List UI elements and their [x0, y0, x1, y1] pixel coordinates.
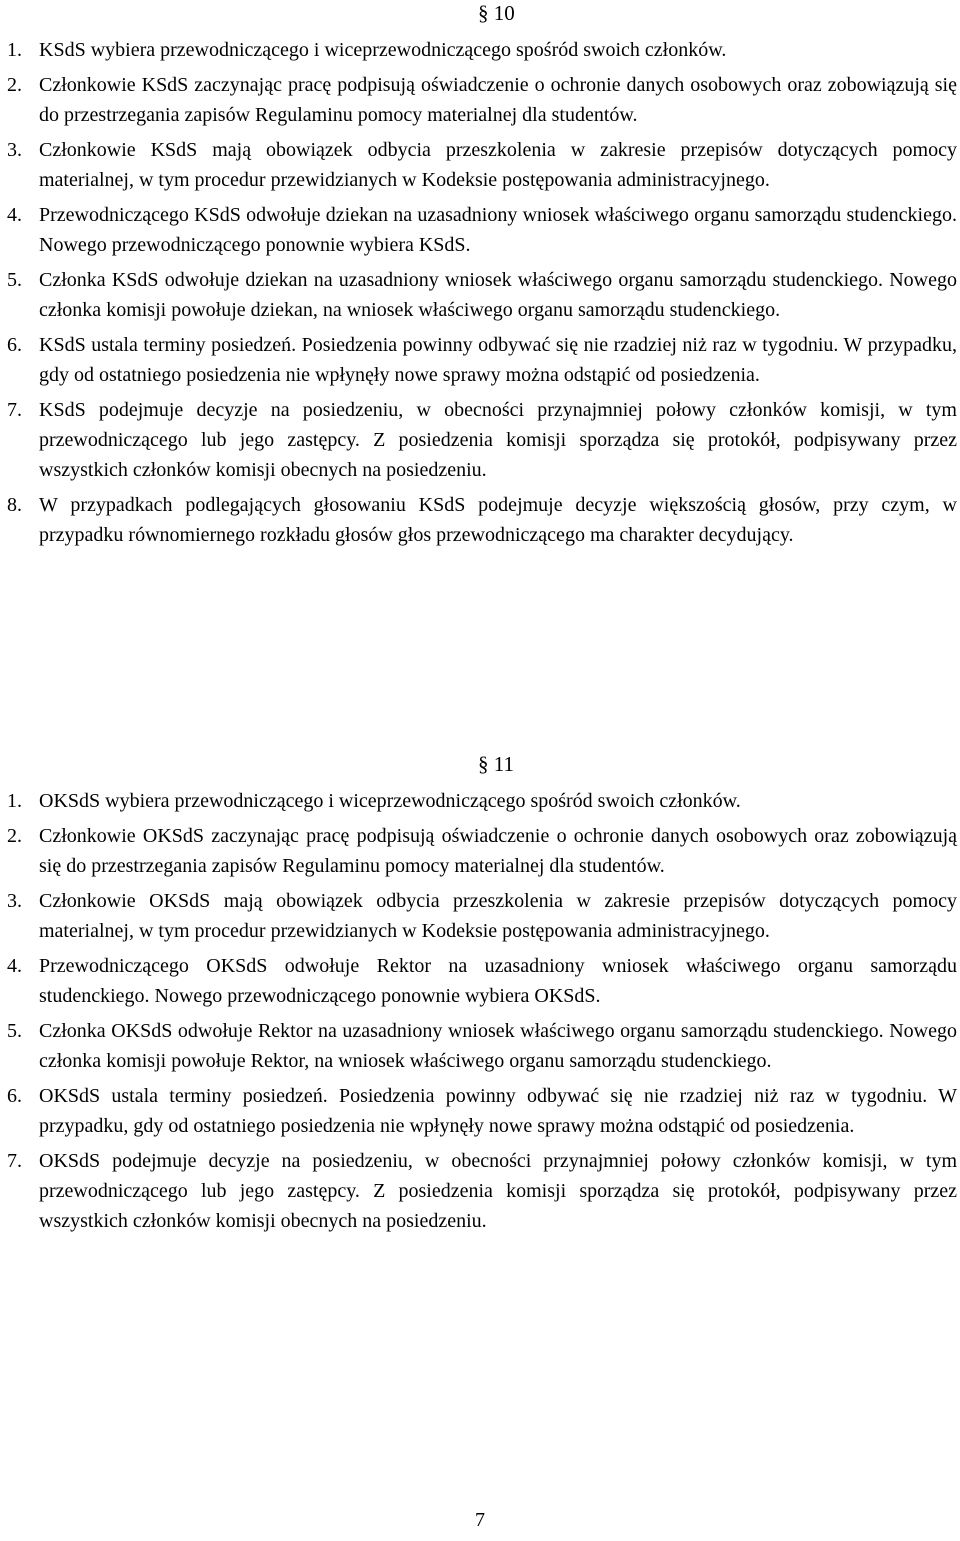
item-text: Członkowie KSdS mają obowiązek odbycia przeszkolenia w zakresie przepisów dotyczących pomocy materialnej, w tym procedur przewidzianych w Kodeksie postępowania administracyjnego.: [39, 139, 957, 191]
item-number: 4.: [7, 955, 22, 977]
item-text: W przypadkach podlegających głosowaniu KSdS podejmuje decyzje większością głosów, przy czym, w przypadku równomiernego rozkładu głosów głos przewodniczącego ma charakter decydujący.: [39, 494, 957, 546]
list-item: [0, 135, 960, 195]
item-number: 1.: [7, 39, 22, 61]
item-number: 3.: [7, 890, 22, 912]
section-10-heading: § 10: [478, 1, 515, 25]
item-text: Członka KSdS odwołuje dziekan na uzasadniony wniosek właściwego organu samorządu studenckiego. Nowego członka komisji powołuje dziekan, na wniosek właściwego organu samorządu studenckiego.: [39, 269, 957, 321]
item-text: Przewodniczącego OKSdS odwołuje Rektor na uzasadniony wniosek właściwego organu samorządu studenckiego. Nowego przewodniczącego ponownie wybiera OKSdS.: [39, 955, 957, 1007]
item-text: KSdS wybiera przewodniczącego i wiceprzewodniczącego spośród swoich członków.: [39, 39, 727, 61]
item-text: Członkowie OKSdS zaczynając pracę podpisują oświadczenie o ochronie danych osobowych oraz zobowiązują się do przestrzegania zapisów Regulaminu pomocy materialnej dla studentów.: [39, 825, 957, 877]
list-item: [0, 70, 960, 130]
item-number: 2.: [7, 825, 22, 847]
list-item: [0, 265, 960, 325]
item-number: 7.: [7, 399, 22, 421]
item-text: KSdS ustala terminy posiedzeń. Posiedzenia powinny odbywać się nie rzadziej niż raz w tygodniu. W przypadku, gdy od ostatniego posiedzenia nie wpłynęły nowe sprawy można odstąpić od posiedzenia.: [39, 334, 957, 386]
list-item: [0, 35, 960, 65]
section-11-list: [0, 786, 960, 1241]
list-item: [0, 951, 960, 1011]
item-number: 2.: [7, 74, 22, 96]
list-item: [0, 330, 960, 390]
item-number: 8.: [7, 494, 22, 516]
list-item: [0, 395, 960, 485]
item-text: Członka OKSdS odwołuje Rektor na uzasadniony wniosek właściwego organu samorządu studenckiego. Nowego członka komisji powołuje Rektor, na wniosek właściwego organu samorządu studenckiego.: [39, 1020, 957, 1072]
item-text: OKSdS podejmuje decyzje na posiedzeniu, w obecności przynajmniej połowy członków komisji, w tym przewodniczącego lub jego zastępcy. Z posiedzenia komisji sporządza się protokół, podpisywany przez wszystkich członków komisji obecnych na posiedzeniu.: [39, 1150, 957, 1232]
item-number: 3.: [7, 139, 22, 161]
item-number: 6.: [7, 1085, 22, 1107]
list-item: [0, 1081, 960, 1141]
page-number: 7: [475, 1509, 485, 1531]
item-text: KSdS podejmuje decyzje na posiedzeniu, w obecności przynajmniej połowy członków komisji, w tym przewodniczącego lub jego zastępcy. Z posiedzenia komisji sporządza się protokół, podpisywany przez wszystkich członków komisji obecnych na posiedzeniu.: [39, 399, 957, 481]
item-number: 4.: [7, 204, 22, 226]
item-text: Przewodniczącego KSdS odwołuje dziekan na uzasadniony wniosek właściwego organu samorządu studenckiego. Nowego przewodniczącego ponownie wybiera KSdS.: [39, 204, 957, 256]
item-text: OKSdS wybiera przewodniczącego i wiceprzewodniczącego spośród swoich członków.: [39, 790, 741, 812]
list-item: [0, 200, 960, 260]
item-number: 5.: [7, 269, 22, 291]
item-text: OKSdS ustala terminy posiedzeń. Posiedzenia powinny odbywać się nie rzadziej niż raz w tygodniu. W przypadku, gdy od ostatniego posiedzenia nie wpłynęły nowe sprawy można odstąpić od posiedzenia.: [39, 1085, 957, 1137]
list-item: [0, 821, 960, 881]
item-number: 1.: [7, 790, 22, 812]
item-text: Członkowie KSdS zaczynając pracę podpisują oświadczenie o ochronie danych osobowych oraz zobowiązują się do przestrzegania zapisów Regulaminu pomocy materialnej dla studentów.: [39, 74, 957, 126]
item-text: Członkowie OKSdS mają obowiązek odbycia przeszkolenia w zakresie przepisów dotyczących pomocy materialnej, w tym procedur przewidzianych w Kodeksie postępowania administracyjnego.: [39, 890, 957, 942]
section-10-list: [0, 35, 960, 555]
list-item: [0, 1016, 960, 1076]
list-item: [0, 786, 960, 816]
section-11-heading: § 11: [478, 752, 514, 776]
list-item: [0, 886, 960, 946]
list-item: [0, 1146, 960, 1236]
item-number: 7.: [7, 1150, 22, 1172]
item-number: 6.: [7, 334, 22, 356]
item-number: 5.: [7, 1020, 22, 1042]
list-item: [0, 490, 960, 550]
